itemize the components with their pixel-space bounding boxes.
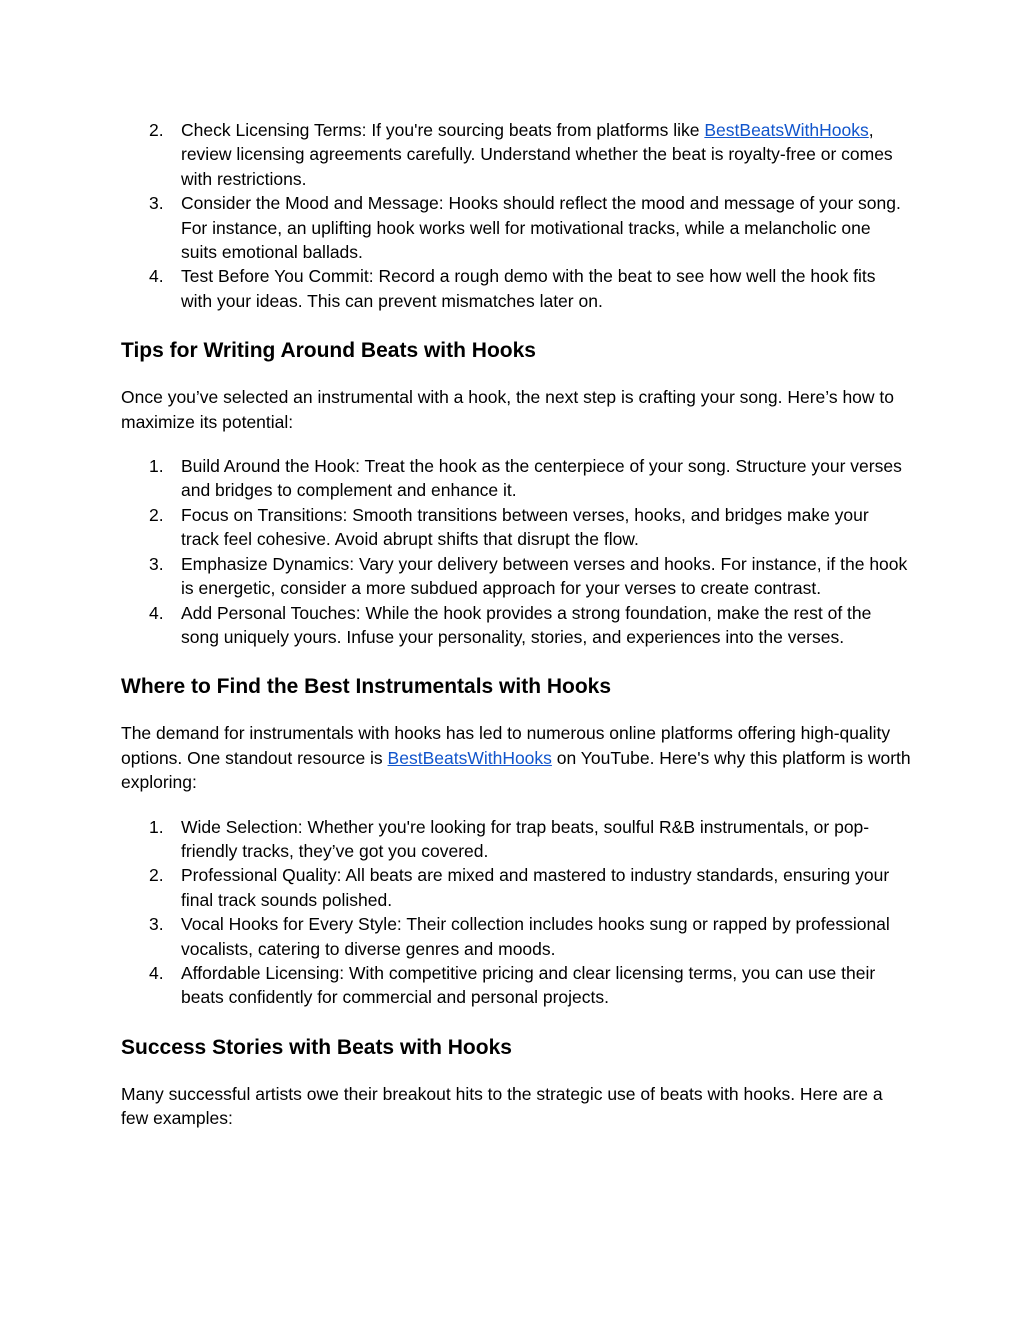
tips-intro-paragraph: Once you’ve selected an instrumental with a hook, the next step is crafting your song. Here’s how to maximize its potential: (121, 387, 895, 432)
list-number: 3. (149, 914, 164, 935)
success-intro-paragraph: Many successful artists owe their breakout hits to the strategic use of beats with hooks. Here are a few examples: (121, 1083, 883, 1129)
list-item-text: Check Licensing Terms: If you're sourcing beats from platforms like (181, 120, 705, 140)
list-number: 4. (149, 962, 164, 983)
section-heading-tips: Tips for Writing Around Beats with Hooks (121, 339, 536, 363)
list-item-text: Test Before You Commit: Record a rough demo with the beat to see how well the hook fits with your ideas. This can prevent mismatches later on. (181, 266, 876, 311)
list-item-text: , review licensing agreements carefully. Understand whether the beat is royalty-free or comes with restrictions. (181, 120, 893, 189)
list-item-text: Professional Quality: All beats are mixed and mastered to industry standards, ensuring your final track sounds polished. (181, 865, 890, 910)
list-item (121, 863, 911, 912)
bestbeatswithhooks-link[interactable]: BestBeatsWithHooks (704, 120, 869, 140)
list-item-text: Focus on Transitions: Smooth transitions between verses, hooks, and bridges make your track feel cohesive. Avoid abrupt shifts that disrupt the flow. (181, 504, 869, 550)
list-number: 2. (149, 504, 164, 525)
list-item (121, 264, 911, 313)
platform-reasons-list (121, 815, 911, 1010)
bestbeatswithhooks-link[interactable]: BestBeatsWithHooks (387, 747, 552, 768)
tips-list (121, 454, 911, 649)
where-intro-paragraph (121, 721, 911, 794)
document-page (121, 118, 911, 1131)
list-item-text: Affordable Licensing: With competitive pricing and clear licensing terms, you can use their beats confidently for commercial and personal projects. (181, 962, 876, 1008)
list-number: 3. (149, 193, 164, 214)
paragraph-text: on YouTube. Here's why this platform is worth exploring: (121, 747, 911, 793)
list-item (121, 961, 911, 1010)
list-number: 4. (149, 602, 164, 623)
list-number: 1. (149, 816, 164, 837)
list-number: 2. (149, 120, 164, 140)
list-item (121, 552, 911, 601)
paragraph-text: The demand for instrumentals with hooks has led to numerous online platforms offering high-quality options. One standout resource is (121, 723, 891, 768)
list-item-text: Add Personal Touches: While the hook provides a strong foundation, make the rest of the song uniquely yours. Infuse your personality, stories, and experiences into the verses. (181, 602, 872, 647)
list-item (121, 503, 911, 552)
list-number: 4. (149, 266, 164, 287)
section-heading-success: Success Stories with Beats with Hooks (121, 1035, 512, 1059)
licensing-tips-list (121, 118, 911, 313)
list-item (121, 118, 911, 191)
list-number: 1. (149, 456, 164, 477)
list-number: 2. (149, 865, 164, 886)
list-item (121, 912, 911, 961)
list-item-text: Consider the Mood and Message: Hooks should reflect the mood and message of your song. For instance, an uplifting hook works well for motivational tracks, while a melancholic one suits emotional ballads. (181, 193, 901, 263)
list-item (121, 454, 911, 503)
list-item-text: Wide Selection: Whether you're looking for trap beats, soulful R&B instrumentals, or pop-friendly tracks, they’ve got you covered. (181, 816, 870, 861)
list-item-text: Emphasize Dynamics: Vary your delivery between verses and hooks. For instance, if the hook is energetic, consider a more subdued approach for your verses to create contrast. (181, 553, 908, 599)
list-item-text: Build Around the Hook: Treat the hook as the centerpiece of your song. Structure your verses and bridges to complement and enhance it. (181, 456, 902, 501)
list-item (121, 601, 911, 650)
section-heading-where: Where to Find the Best Instrumentals with Hooks (121, 675, 612, 699)
list-number: 3. (149, 553, 164, 574)
list-item-text: Vocal Hooks for Every Style: Their collection includes hooks sung or rapped by professional vocalists, catering to diverse genres and moods. (181, 914, 890, 959)
list-item (121, 191, 911, 264)
list-item (121, 815, 911, 864)
